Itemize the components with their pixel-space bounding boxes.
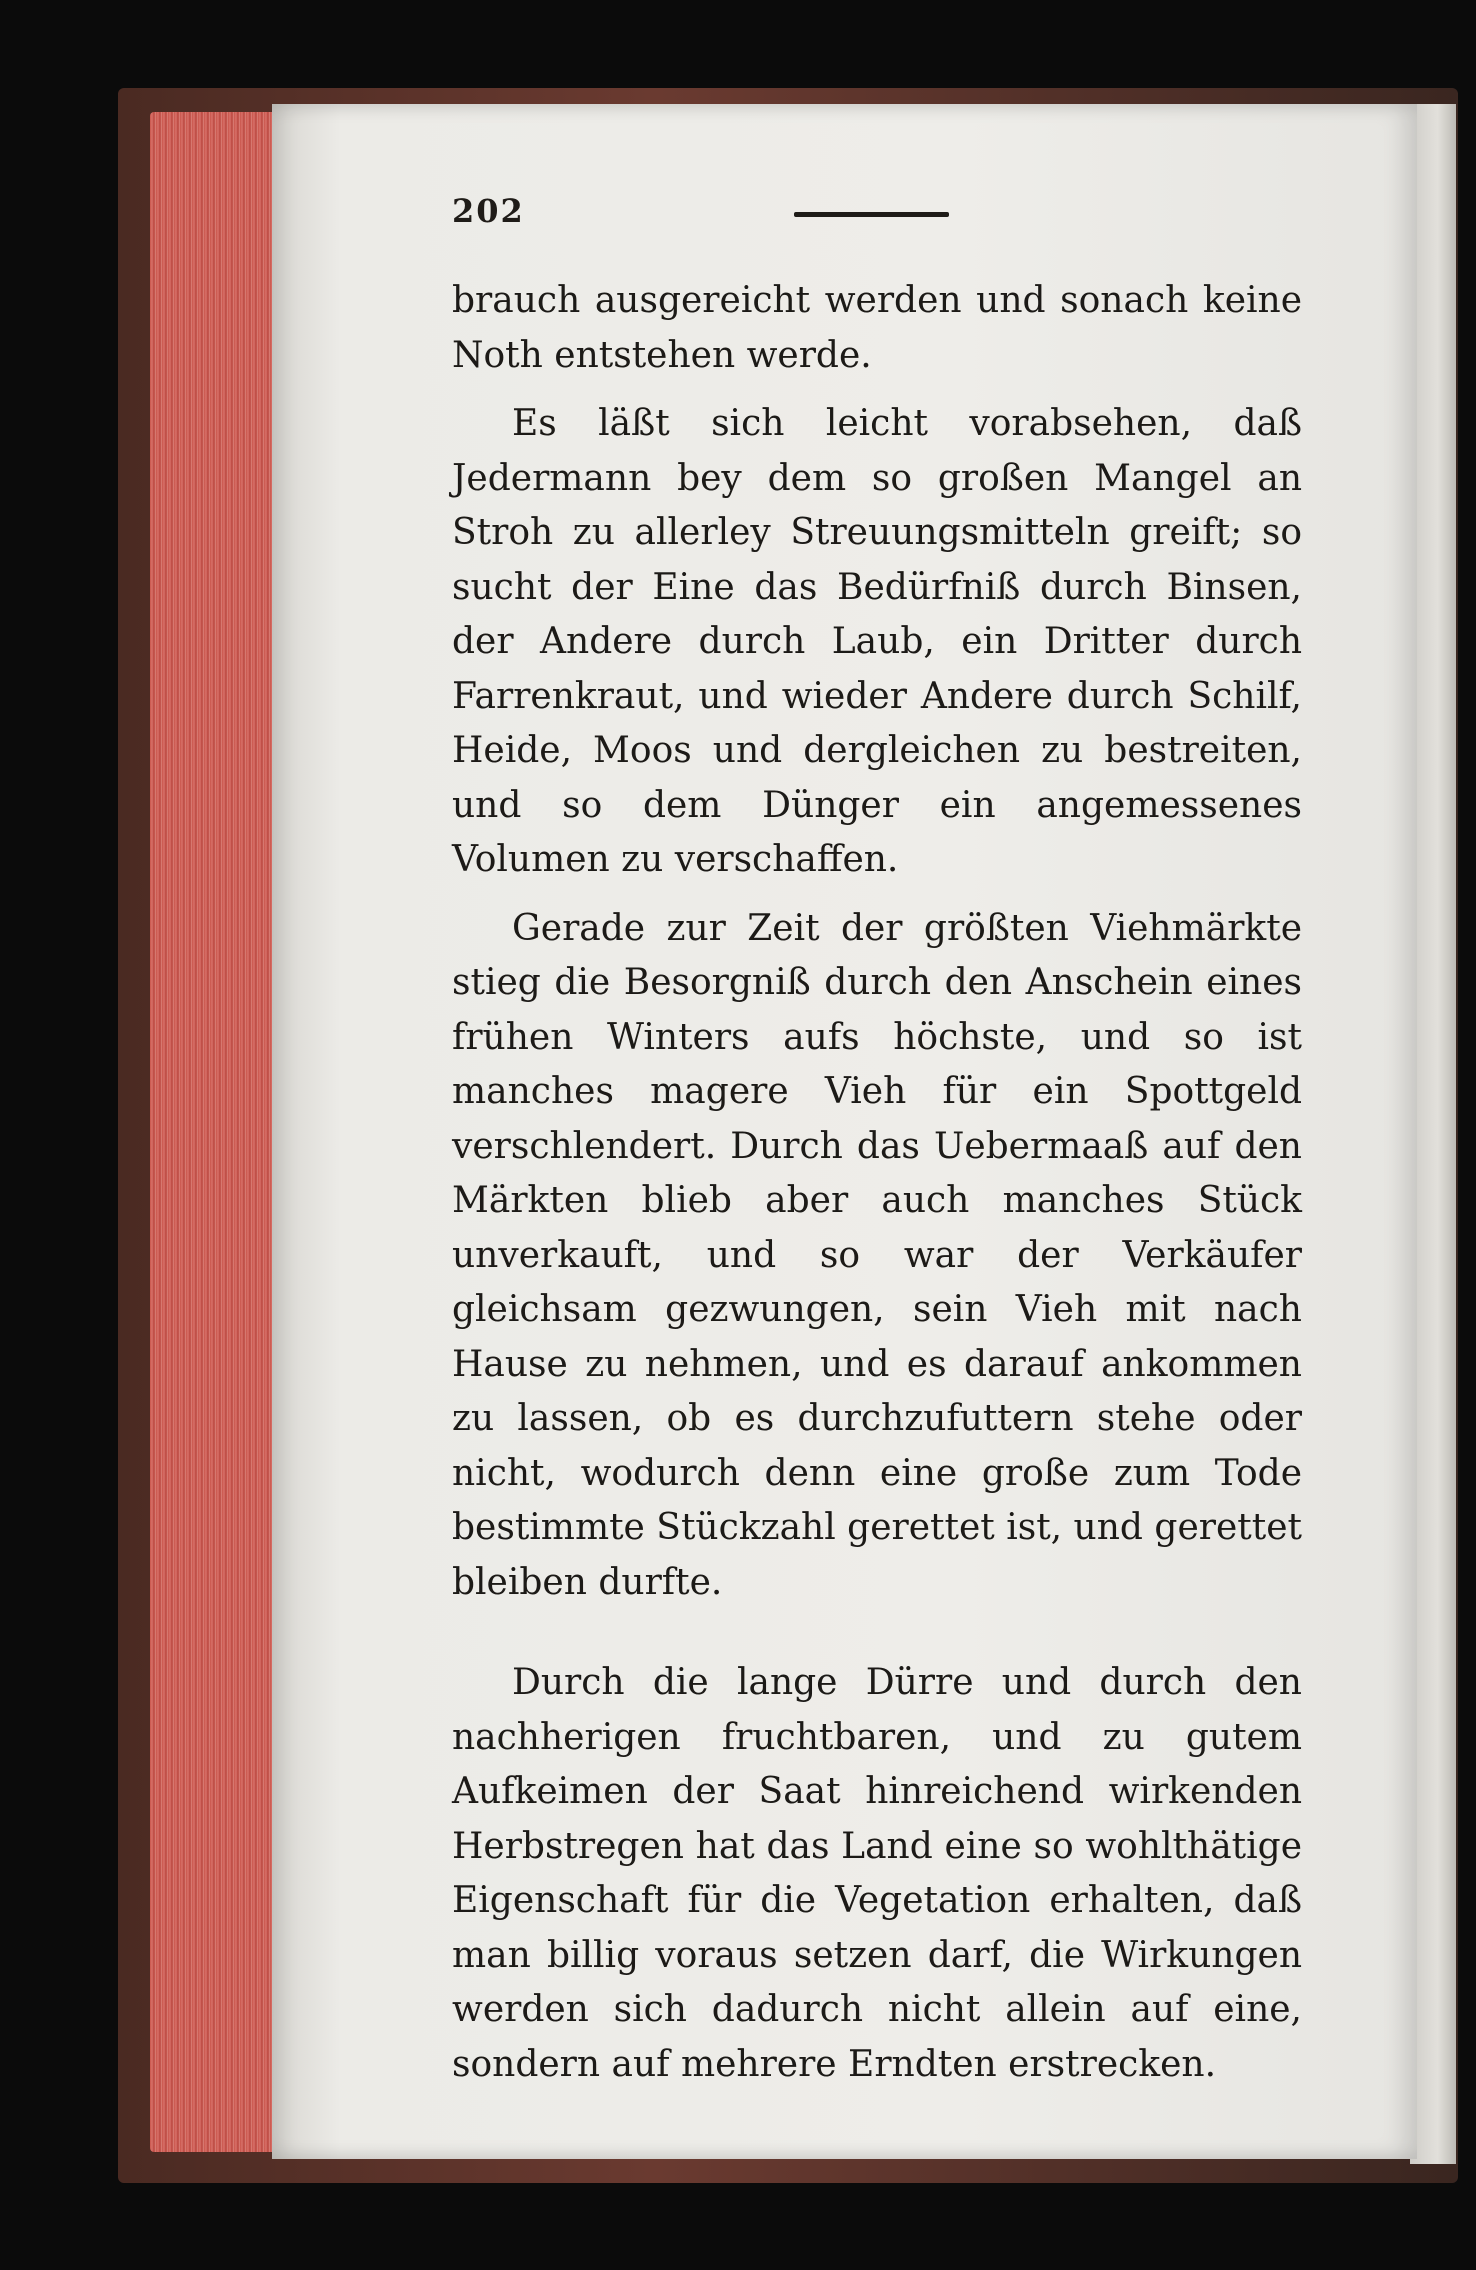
paragraph: Durch die lange Dürre und durch den nachherigen fruchtbaren, und zu gutem Aufkeimen der Saat hinreichend wirkenden Herbstregen hat das Land eine so wohlthätige Eigenschaft für die Vegetation erhalten, daß man billig voraus setzen darf, die Wirkungen werden sich dadurch nicht allein auf eine, sondern auf mehrere Erndten erstrecken. bbox=[452, 1662, 1302, 2085]
header-rule bbox=[794, 212, 949, 217]
paragraph: Es läßt sich leicht vorabsehen, daß Jedermann bey dem so großen Mangel an Stroh zu allerley Streuungsmitteln greift; so sucht der Eine das Bedürfniß durch Binsen, der Andere durch Laub, ein Dritter durch Farrenkraut, und wieder Andere durch Schilf, Heide, Moos und dergleichen zu bestreiten, und so dem Dünger ein angemessenes Volumen zu verschaffen. bbox=[452, 403, 1302, 880]
paragraph-continued: brauch ausgereicht werden und sonach keine Noth entstehen werde. bbox=[452, 280, 1302, 376]
page-edges bbox=[150, 112, 285, 2152]
page-header bbox=[452, 192, 1292, 242]
book-page bbox=[272, 104, 1417, 2159]
paragraph: Gerade zur Zeit der größten Viehmärkte stieg die Besorgniß durch den Anschein eines frühen Winters aufs höchste, und so ist manches magere Vieh für ein Spottgeld verschlendert. Durch das Uebermaaß auf den Märkten blieb aber auch manches Stück unverkauft, und so war der Verkäufer gleichsam gezwungen, sein Vieh mit nach Hause zu nehmen, und es darauf ankommen zu lassen, ob es durchzufuttern stehe oder nicht, wodurch denn eine große zum Tode bestimmte Stückzahl gerettet ist, und gerettet bleiben durfte. bbox=[452, 907, 1302, 1603]
page-number: 202 bbox=[452, 192, 525, 230]
body-text bbox=[452, 274, 1302, 2092]
